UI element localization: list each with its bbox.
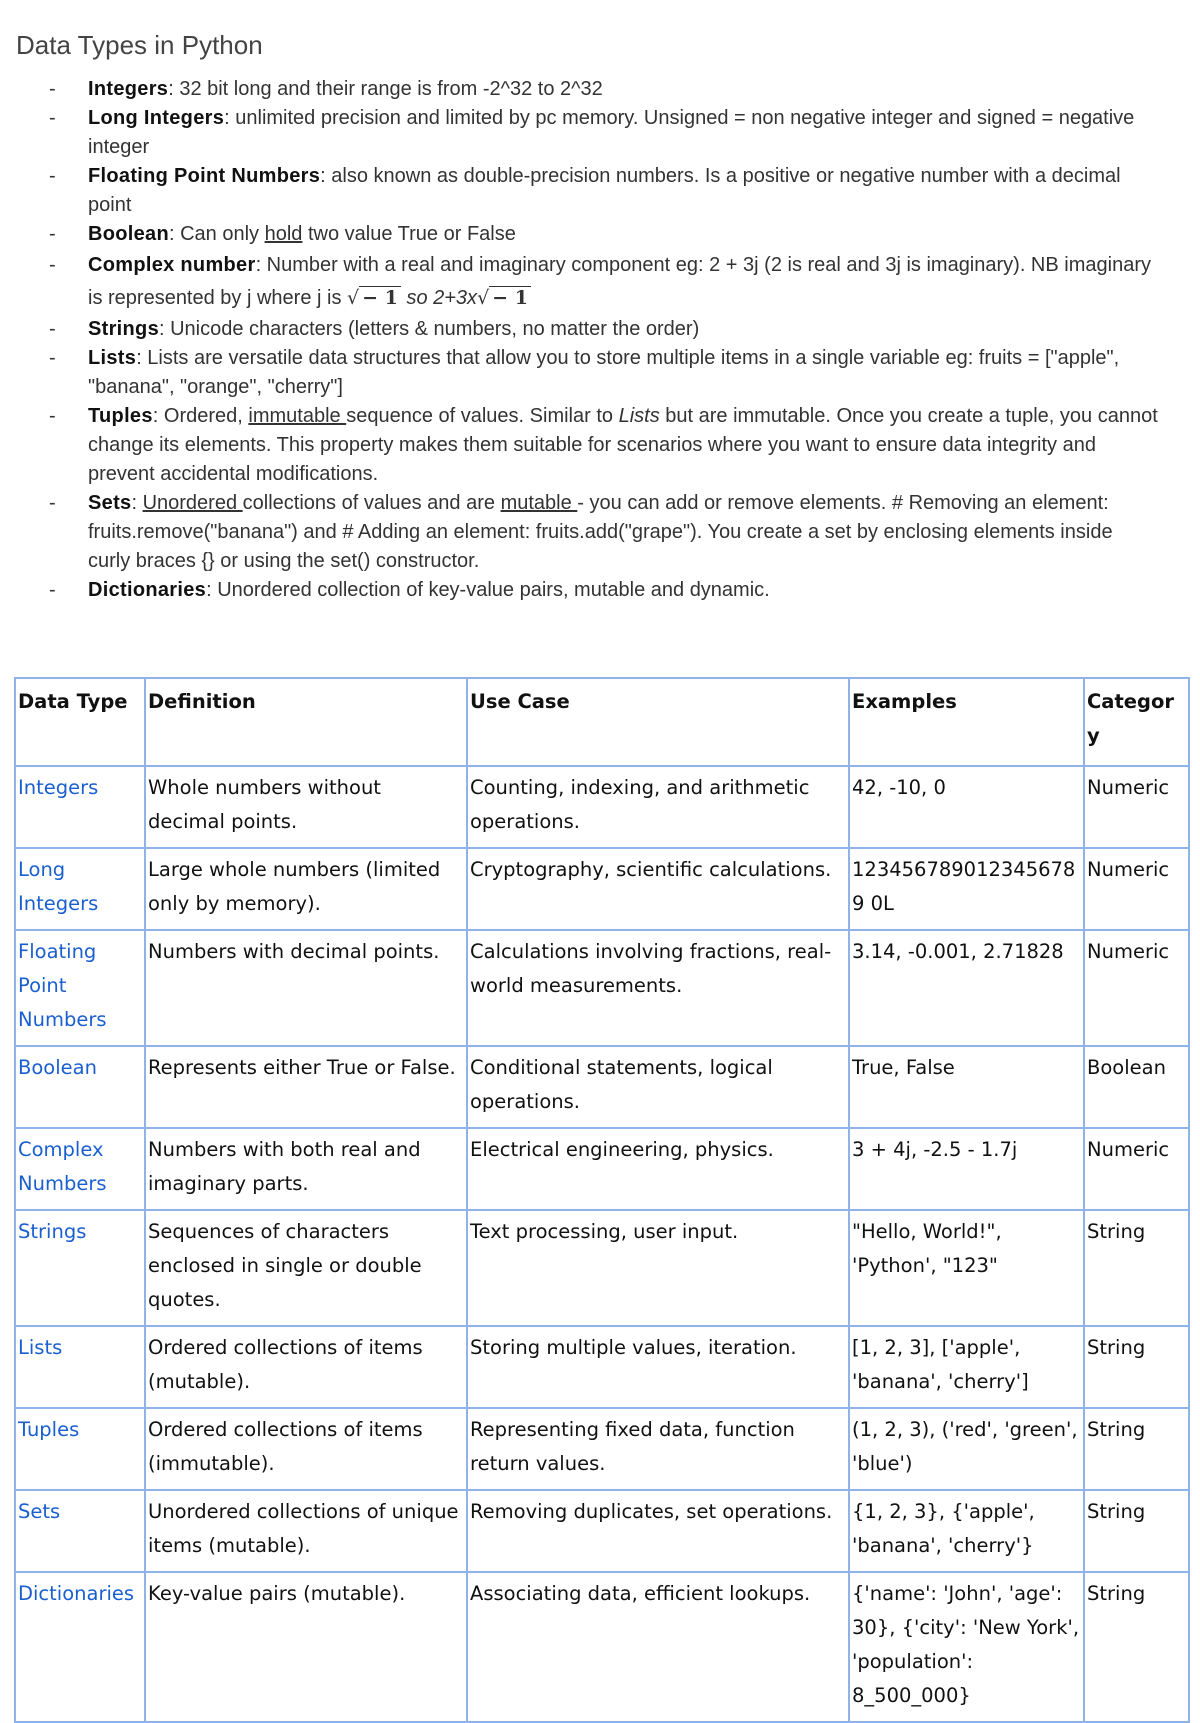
table-cell: Numeric [1084, 848, 1189, 930]
table-cell: Large whole numbers (limited only by memory). [145, 848, 467, 930]
data-type-link[interactable]: Complex Numbers [15, 1128, 145, 1210]
data-type-link[interactable]: Lists [15, 1326, 145, 1408]
table-cell: Associating data, efficient lookups. [467, 1572, 849, 1722]
table-cell: Numeric [1084, 1128, 1189, 1210]
data-type-link[interactable]: Integers [15, 766, 145, 848]
table-cell: Numbers with both real and imaginary parts. [145, 1128, 467, 1210]
column-header: Data Type [15, 678, 145, 766]
data-type-link[interactable]: Tuples [15, 1408, 145, 1490]
table-cell: String [1084, 1210, 1189, 1326]
table-cell: Unordered collections of unique items (mutable). [145, 1490, 467, 1572]
sqrt-expression: √ − 1 [477, 282, 531, 315]
data-types-list [0, 75, 1200, 605]
list-item: - Strings: Unicode characters (letters & numbers, no matter the order) [49, 318, 700, 340]
table-cell: String [1084, 1326, 1189, 1408]
table-cell: Ordered collections of items (mutable). [145, 1326, 467, 1408]
list-item: - Long Integers: unlimited precision and limited by pc memory. Unsigned = non negative integer and signed = negative integer [49, 107, 1135, 158]
list-item: - Dictionaries: Unordered collection of key-value pairs, mutable and dynamic. [49, 579, 770, 601]
table-row [15, 848, 1189, 930]
data-type-link[interactable]: Boolean [15, 1046, 145, 1128]
table-row [15, 1572, 1189, 1722]
table-cell: (1, 2, 3), ('red', 'green', 'blue') [849, 1408, 1084, 1490]
table-cell: {1, 2, 3}, {'apple', 'banana', 'cherry'} [849, 1490, 1084, 1572]
table-row [15, 1210, 1189, 1326]
table-cell: {'name': 'John', 'age': 30}, {'city': 'New York', 'population': 8_500_000} [849, 1572, 1084, 1722]
list-item: - Tuples: Ordered, immutable sequence of values. Similar to Lists but are immutable. Once you create a tuple, you cannot change its elements. This property makes them suitable for scenarios where you want to ensure data integrity and prevent accidental modifications. [49, 405, 1158, 485]
data-type-link[interactable]: Floating Point Numbers [15, 930, 145, 1046]
table-cell: 3.14, -0.001, 2.71828 [849, 930, 1084, 1046]
table-cell: Electrical engineering, physics. [467, 1128, 849, 1210]
table-cell: Numbers with decimal points. [145, 930, 467, 1046]
table-cell: Removing duplicates, set operations. [467, 1490, 849, 1572]
column-header: Category [1084, 678, 1189, 766]
table-row [15, 1046, 1189, 1128]
list-item: - Boolean: Can only hold two value True or False [49, 223, 516, 245]
table-cell: "Hello, World!", 'Python', "123" [849, 1210, 1084, 1326]
table-cell: Representing fixed data, function return values. [467, 1408, 849, 1490]
table-cell: [1, 2, 3], ['apple', 'banana', 'cherry'] [849, 1326, 1084, 1408]
column-header: Examples [849, 678, 1084, 766]
list-item: - Complex number: Number with a real and imaginary component eg: 2 + 3j (2 is real and 3j is imaginary). NB imaginary is represented by j where j is √ − 1 so 2+3x√ − 1 [0, 249, 1200, 315]
data-type-link[interactable]: Dictionaries [15, 1572, 145, 1722]
table-header-row [15, 678, 1189, 766]
table-row [15, 766, 1189, 848]
table-cell: Numeric [1084, 930, 1189, 1046]
table-row [15, 1408, 1189, 1490]
table-cell: String [1084, 1408, 1189, 1490]
data-types-table [14, 677, 1190, 1723]
table-cell: Ordered collections of items (immutable). [145, 1408, 467, 1490]
data-type-link[interactable]: Long Integers [15, 848, 145, 930]
column-header: Definition [145, 678, 467, 766]
list-item: - Floating Point Numbers: also known as double-precision numbers. Is a positive or negative number with a decimal point [49, 165, 1121, 216]
table-row [15, 1128, 1189, 1210]
table-cell: 42, -10, 0 [849, 766, 1084, 848]
column-header: Use Case [467, 678, 849, 766]
table-cell: 3 + 4j, -2.5 - 1.7j [849, 1128, 1084, 1210]
table-row [15, 1490, 1189, 1572]
table-cell: String [1084, 1490, 1189, 1572]
page-title: Data Types in Python [16, 30, 263, 60]
table-cell: Conditional statements, logical operations. [467, 1046, 849, 1128]
table-cell: Storing multiple values, iteration. [467, 1326, 849, 1408]
table-cell: Represents either True or False. [145, 1046, 467, 1128]
table-cell: Numeric [1084, 766, 1189, 848]
table-cell: Whole numbers without decimal points. [145, 766, 467, 848]
sqrt-expression: √ − 1 [347, 282, 401, 315]
table-cell: Cryptography, scientific calculations. [467, 848, 849, 930]
table-cell: Counting, indexing, and arithmetic operations. [467, 766, 849, 848]
table-cell: String [1084, 1572, 1189, 1722]
table-cell: 1234567890123456789 0L [849, 848, 1084, 930]
list-item: - Integers: 32 bit long and their range is from -2^32 to 2^32 [49, 78, 603, 100]
table-cell: True, False [849, 1046, 1084, 1128]
list-item: - Lists: Lists are versatile data structures that allow you to store multiple items in a single variable eg: fruits = ["apple", "banana", "orange", "cherry"] [49, 347, 1120, 398]
list-item: - Sets: Unordered collections of values and are mutable - you can add or remove elements. # Removing an element: fruits.remove("banana") and # Adding an element: fruits.add("grape"). You create a set by enclosing elements inside curly braces {} or using the set() constructor. [49, 492, 1113, 572]
data-type-link[interactable]: Sets [15, 1490, 145, 1572]
table-row [15, 930, 1189, 1046]
data-type-link[interactable]: Strings [15, 1210, 145, 1326]
table-cell: Boolean [1084, 1046, 1189, 1128]
table-row [15, 1326, 1189, 1408]
table-cell: Key-value pairs (mutable). [145, 1572, 467, 1722]
table-cell: Text processing, user input. [467, 1210, 849, 1326]
table-cell: Sequences of characters enclosed in single or double quotes. [145, 1210, 467, 1326]
table-cell: Calculations involving fractions, real-world measurements. [467, 930, 849, 1046]
